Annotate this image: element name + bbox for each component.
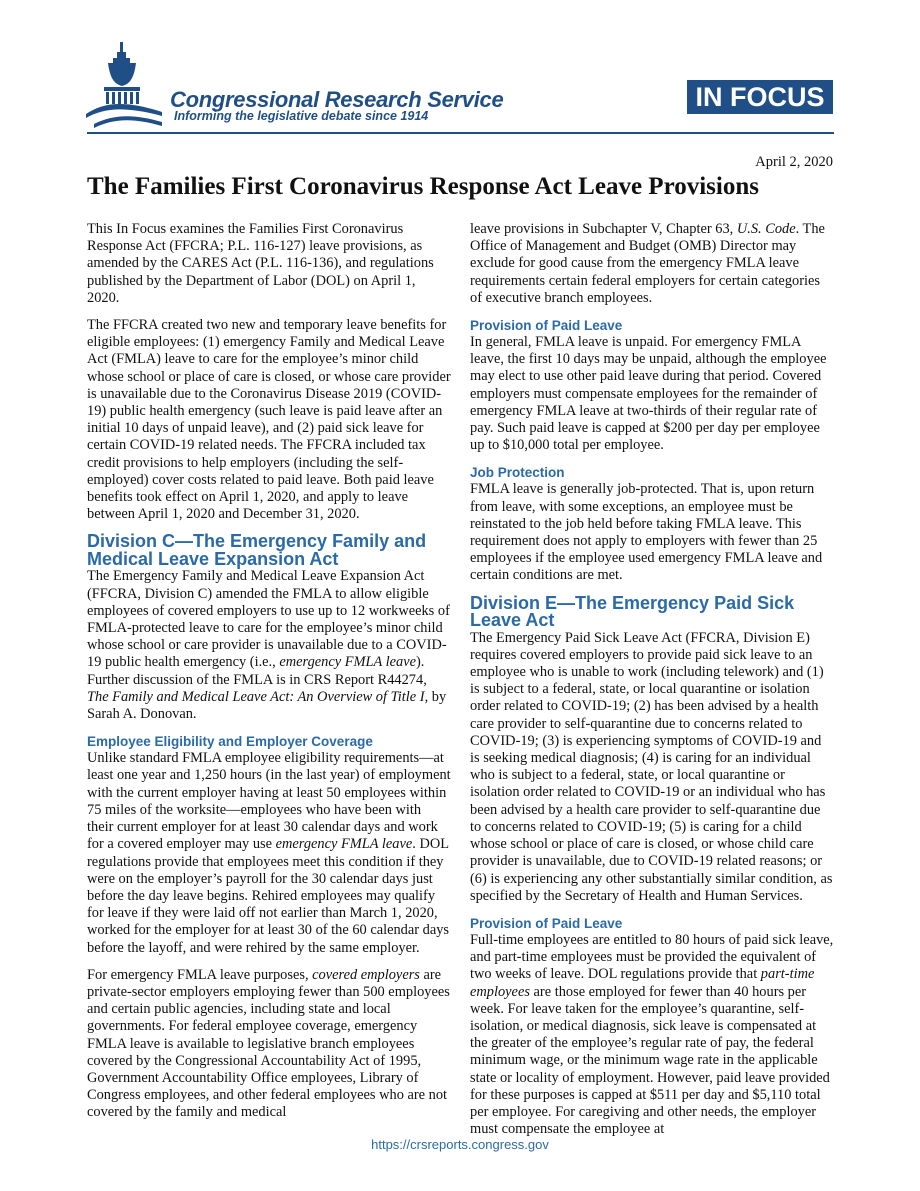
crs-report-title: The Family and Medical Leave Act: An Overview of Title I — [87, 688, 425, 705]
paid-leave-paragraph: In general, FMLA leave is unpaid. For emergency FMLA leave, the first 10 days may be unpaid, although the employee may elect to use other paid leave during that period. Covered employers must compensate employees for the remainder of emergency FMLA leave at two-thirds of their regular rate of pay. Such paid leave is capped at $200 per day per employee up to $10,000 total per employee. — [470, 334, 827, 454]
page-header — [0, 0, 920, 140]
right-column — [470, 221, 834, 1148]
omb-paragraph: leave provisions in Subchapter V, Chapter 63, U.S. Code. The Office of Management and Budget (OMB) Director may exclude for good cause from the emergency FMLA leave requirements certain federal employers for certain categories of executive branch employees. — [470, 221, 825, 306]
division-e-heading: Division E—The Emergency Paid Sick Leave Act — [470, 592, 795, 631]
eligibility-heading: Employee Eligibility and Employer Coverage — [87, 734, 373, 750]
intro-paragraph: This In Focus examines the Families First Coronavirus Response Act (FFCRA; P.L. 116-127) leave provisions, as amended by the CARES Act (P.L. 116-136), and regulations published by the Department of Labor (DOL) on April 1, 2020. — [87, 221, 434, 306]
publication-date: April 2, 2020 — [755, 154, 833, 170]
left-column — [87, 221, 451, 1132]
job-protection-heading: Job Protection — [470, 465, 565, 481]
org-tagline: Informing the legislative debate since 1914 — [174, 109, 429, 123]
division-c-paragraph: The Emergency Family and Medical Leave Expansion Act (FFCRA, Division C) amended the FMLA to allow eligible employees of covered employers to use up to 12 workweeks of FMLA-protected leave to care for the employee’s minor child whose school or care provider is unavailable due to a COVID-19 public health emergency (i.e., emergency FMLA leave). Further discussion of the FMLA is in CRS Report R44274, The Family and Medical Leave Act: An Overview of Title I, by Sarah A. Donovan. — [87, 568, 450, 723]
division-e-paragraph: The Emergency Paid Sick Leave Act (FFCRA, Division E) requires covered employers to provide paid sick leave to an employee who is unable to work (including telework) and (1) is subject to a federal, state, or local quarantine or isolation order related to COVID-19; (2) has been advised by a health care provider to self-quarantine due to concerns related to COVID-19; (3) is experiencing symptoms of COVID-19 and is seeking medical diagnosis; (4) is caring for an individual who is subject to a federal, state, or local quarantine or isolation order related to COVID-19 or an individual who has been advised by a health care provider to self-quarantine due to concerns related to COVID-19; (5) is caring for a child whose school or place of care is closed, or whose child care provider is unavailable, due to COVID-19 related reasons; or (6) is experiencing any other substantially similar condition, as specified by the Secretary of Health and Human Services. — [470, 629, 833, 904]
paid-sick-leave-paragraph: Full-time employees are entitled to 80 hours of paid sick leave, and part-time employees must be provided the equivalent of two weeks of leave. DOL regulations provide that part-time employees are those employed for fewer than 40 hours per week. For leave taken for the employee’s quarantine, self-isolation, or medical diagnosis, sick leave is compensated at the greater of the employee’s regular rate of pay, the federal minimum wage, or the minimum wage rate in the applicable state or locality of employment. However, paid leave provided for these purposes is capped at $511 per day and $5,110 total per employee. For caregiving and other needs, the employer must compensate the employee at — [470, 931, 834, 1138]
footer-url-link[interactable]: https://crsreports.congress.gov — [371, 1137, 549, 1152]
division-c-heading: Division C—The Emergency Family and Medical Leave Expansion Act — [87, 531, 427, 569]
overview-paragraph: The FFCRA created two new and temporary leave benefits for eligible employees: (1) emergency Family and Medical Leave Act (FMLA) leave to care for the employee’s minor child whose school or place of care is closed, or whose care provider is unavailable due to the Coronavirus Disease 2019 (COVID-19) public health emergency (such leave is paid leave after an initial 10 days of unpaid leave), and (2) paid sick leave for certain COVID-19 related needs. The FFCRA included tax credit provisions to help employers (including the self-employed) cover costs related to paid leave. Both paid leave benefits took effect on April 1, 2020, and apply to leave between April 1, 2020 and December 31, 2020. — [87, 317, 451, 523]
coverage-paragraph: For emergency FMLA leave purposes, covered employers are private-sector employers employing fewer than 500 employees and certain public agencies, including state and local governments. For federal employee coverage, emergency FMLA leave is available to legislative branch employees covered by the Congressional Accountability Act of 1995, Government Accountability Office employees, Library of Congress employees, and other federal employees who are not covered by the family and medical — [87, 966, 450, 1121]
eligibility-paragraph: Unlike standard FMLA employee eligibility requirements—at least one year and 1,250 hours (in the last year) of employment with the current employer having at least 50 employees within 75 miles of the worksite—employees who have been with their current employer for at least 30 calendar days and work for a covered employer may use emergency FMLA leave. DOL regulations provide that employees meet this condition if they were on the employer’s payroll for the 30 calendar days just before the day leave begins. Rehired employees may qualify for leave if they were laid off not earlier than March 1, 2020, worked for the employer for at least 30 of the 60 calendar days before the layoff, and were rehired by the same employer. — [87, 750, 451, 956]
paid-sick-leave-heading: Provision of Paid Leave — [470, 915, 623, 931]
capitol-dome-logo — [84, 40, 164, 130]
page-title: The Families First Coronavirus Response Act Leave Provisions — [87, 173, 759, 200]
header-divider — [87, 132, 834, 134]
in-focus-badge: IN FOCUS — [687, 80, 833, 114]
org-name: Congressional Research Service — [170, 87, 504, 112]
job-protection-paragraph: FMLA leave is generally job-protected. That is, upon return from leave, with some exceptions, an employee must be reinstated to the job held before taking FMLA leave. This requirement does not apply to employers with fewer than 25 employees if the employee used emergency FMLA leave and certain conditions are met. — [470, 481, 823, 584]
paid-leave-heading: Provision of Paid Leave — [470, 318, 623, 334]
